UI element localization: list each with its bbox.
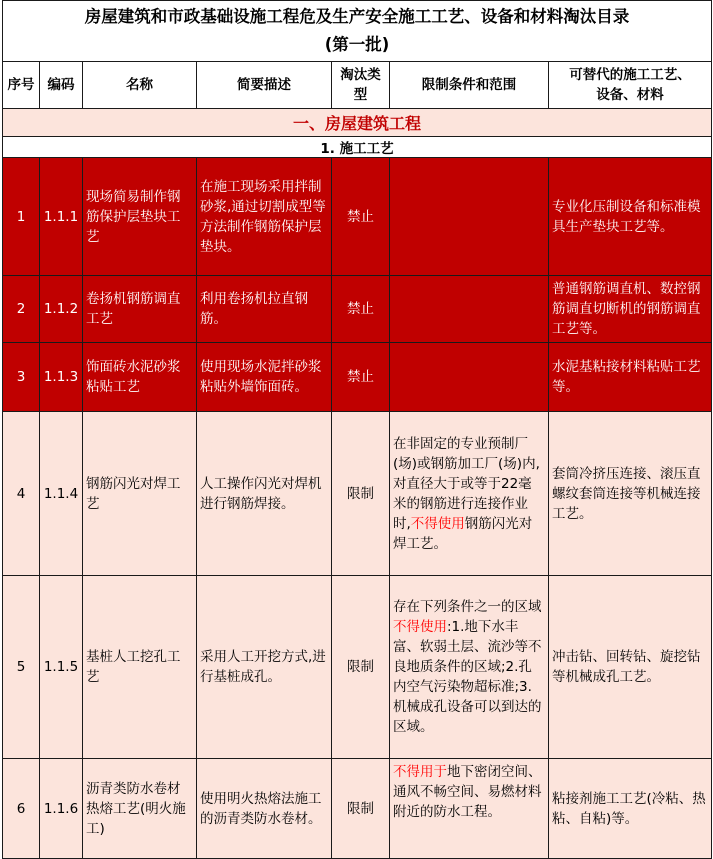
- cell-name: 沥青类防水卷材热熔工艺(明火施工): [83, 759, 197, 859]
- header-alt-line-1: 可替代的施工工艺、: [569, 67, 691, 83]
- cell-type: 限制: [332, 576, 390, 759]
- subsection-row: [3, 137, 712, 158]
- cell-alt: 套筒冷挤压连接、滚压直螺纹套筒连接等机械连接工艺。: [549, 412, 712, 576]
- cell-alt: 冲击钻、回转钻、旋挖钻等机械成孔工艺。: [549, 576, 712, 759]
- cell-name: 饰面砖水泥砂浆粘贴工艺: [83, 343, 197, 412]
- cell-type: 禁止: [332, 276, 390, 343]
- table-row: [3, 276, 712, 343]
- cell-name: 现场简易制作钢筋保护层垫块工艺: [83, 158, 197, 276]
- header-row: [3, 62, 712, 109]
- table-row: [3, 759, 712, 859]
- catalog-sheet: [2, 0, 711, 859]
- header-type-line-2: 型: [353, 87, 368, 103]
- table-row: [3, 576, 712, 759]
- limit-text-post: 地下密闭空间、通风不畅空间、易燃材料附近的防水工程。: [393, 764, 542, 820]
- cell-seq: 1: [3, 158, 40, 276]
- limit-emphasis: 不得使用: [393, 619, 447, 635]
- cell-limits: [390, 343, 549, 412]
- header-alt-line-2: 设备、材料: [596, 87, 664, 103]
- section-title: 一、房屋建筑工程: [3, 109, 712, 137]
- cell-limits: [390, 576, 549, 759]
- limit-text-pre: 存在下列条件之一的区域: [393, 599, 542, 615]
- table-row: [3, 158, 712, 276]
- cell-desc: 使用明火热熔法施工的沥青类防水卷材。: [197, 759, 332, 859]
- cell-code: 1.1.5: [40, 576, 83, 759]
- header-alt: [549, 62, 712, 109]
- cell-seq: 4: [3, 412, 40, 576]
- cell-name: 钢筋闪光对焊工艺: [83, 412, 197, 576]
- cell-desc: 使用现场水泥拌砂浆粘贴外墙饰面砖。: [197, 343, 332, 412]
- catalog-table: [2, 0, 712, 859]
- cell-desc: 利用卷扬机拉直钢筋。: [197, 276, 332, 343]
- cell-limits: [390, 276, 549, 343]
- header-seq: 序号: [3, 62, 40, 109]
- subsection-title: 1. 施工工艺: [3, 137, 712, 158]
- cell-type: 限制: [332, 759, 390, 859]
- cell-code: 1.1.2: [40, 276, 83, 343]
- cell-name: 基桩人工挖孔工艺: [83, 576, 197, 759]
- limit-emphasis: 不得使用: [410, 515, 465, 532]
- limit-emphasis: 不得用于: [393, 764, 447, 780]
- limit-text-pre: 在非固定的专业预制厂(场)或钢筋加工厂(场)内,对直径大于或等于22毫米的钢筋进行连接作业时,: [393, 435, 540, 532]
- limit-text-post: 钢筋闪光对焊工艺。: [393, 515, 533, 552]
- header-name: 名称: [83, 62, 197, 109]
- header-code: 编码: [40, 62, 83, 109]
- cell-alt: 水泥基粘接材料粘贴工艺等。: [549, 343, 712, 412]
- header-desc: 简要描述: [197, 62, 332, 109]
- cell-alt: 专业化压制设备和标准模具生产垫块工艺等。: [549, 158, 712, 276]
- cell-type: 禁止: [332, 158, 390, 276]
- cell-code: 1.1.4: [40, 412, 83, 576]
- cell-name: 卷扬机钢筋调直工艺: [83, 276, 197, 343]
- cell-code: 1.1.6: [40, 759, 83, 859]
- cell-limits: [390, 158, 549, 276]
- cell-alt: 粘接剂施工工艺(冷粘、热粘、自粘)等。: [549, 759, 712, 859]
- section-row: [3, 109, 712, 137]
- cell-seq: 5: [3, 576, 40, 759]
- cell-alt: 普通钢筋调直机、数控钢筋调直切断机的钢筋调直工艺等。: [549, 276, 712, 343]
- cell-type: 禁止: [332, 343, 390, 412]
- header-limits: 限制条件和范围: [390, 62, 549, 109]
- table-row: [3, 343, 712, 412]
- cell-type: 限制: [332, 412, 390, 576]
- cell-code: 1.1.3: [40, 343, 83, 412]
- header-type-line-1: 淘汰类: [340, 67, 381, 83]
- cell-desc: 人工操作闪光对焊机进行钢筋焊接。: [197, 412, 332, 576]
- header-type: [332, 62, 390, 109]
- limit-text-post: :1.地下水丰富、软弱土层、流沙等不良地质条件的区域;2.孔内空气污染物超标准;3.机械成孔设备可以到达的区域。: [393, 619, 542, 735]
- title-line-2: (第一批): [324, 35, 390, 54]
- cell-code: 1.1.1: [40, 158, 83, 276]
- cell-desc: 在施工现场采用拌制砂浆,通过切割成型等方法制作钢筋保护层垫块。: [197, 158, 332, 276]
- cell-desc: 采用人工开挖方式,进行基桩成孔。: [197, 576, 332, 759]
- cell-limits: [390, 759, 549, 859]
- cell-seq: 3: [3, 343, 40, 412]
- title-line-1: 房屋建筑和市政基础设施工程危及生产安全施工工艺、设备和材料淘汰目录: [84, 7, 630, 26]
- cell-seq: 2: [3, 276, 40, 343]
- catalog-title: [3, 1, 712, 62]
- cell-seq: 6: [3, 759, 40, 859]
- cell-limits: [390, 412, 549, 576]
- table-row: [3, 412, 712, 576]
